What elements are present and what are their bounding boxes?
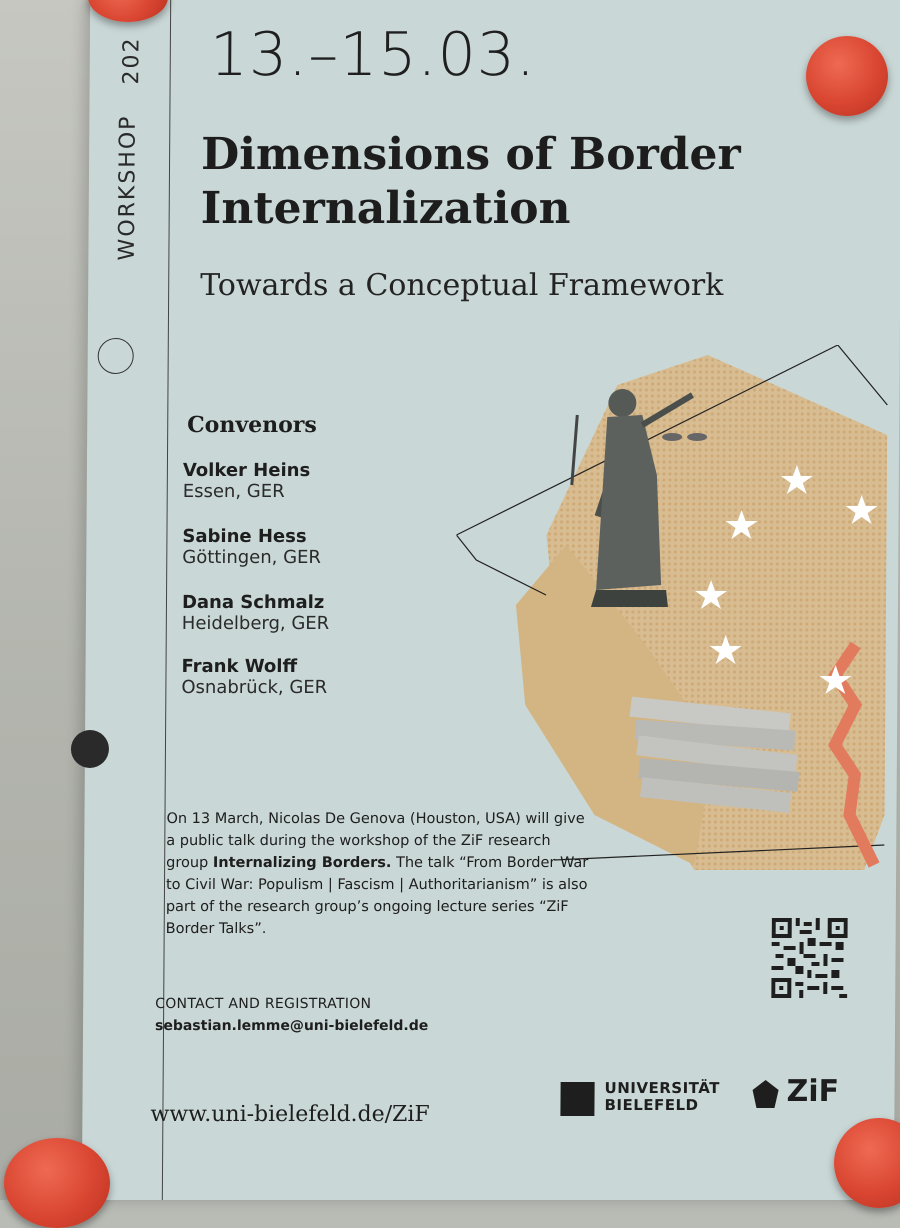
university-logo-line2: BIELEFELD bbox=[604, 1096, 699, 1114]
contact-heading: CONTACT AND REGISTRATION bbox=[155, 996, 372, 1012]
convenor-name: Dana Schmalz bbox=[181, 592, 325, 613]
magnet-top-right bbox=[806, 36, 888, 116]
convenor-name: Volker Heins bbox=[182, 460, 311, 481]
punch-hole-open bbox=[98, 338, 134, 374]
poster-subtitle: Towards a Conceptual Framework bbox=[200, 268, 724, 303]
side-workshop-label: WORKSHOP bbox=[114, 114, 141, 261]
side-strip bbox=[88, 0, 160, 320]
convenors-heading: Convenors bbox=[187, 412, 317, 438]
convenor bbox=[182, 526, 462, 568]
convenor bbox=[181, 656, 461, 698]
talk-description-part1: On 13 March, Nicolas De Genova (Houston, USA) will give a public talk during the workshop of the ZiF research group bbox=[166, 811, 585, 871]
convenor-place: Osnabrück, GER bbox=[181, 677, 328, 698]
convenor-name: Frank Wolff bbox=[181, 656, 298, 677]
convenor-place: Göttingen, GER bbox=[182, 547, 322, 568]
punch-hole-filled bbox=[71, 730, 109, 768]
university-logo-square-icon bbox=[560, 1082, 594, 1116]
zif-logo-text: ZiF bbox=[786, 1074, 840, 1109]
poster-title: Dimensions of Border Internalization bbox=[200, 129, 741, 234]
convenor bbox=[182, 592, 462, 634]
side-year: 202 bbox=[119, 36, 145, 85]
university-logo-text bbox=[604, 1080, 720, 1114]
event-date: 13.–15.03. bbox=[209, 20, 537, 90]
zif-pentagon-icon bbox=[750, 1078, 780, 1112]
poster bbox=[82, 0, 900, 1200]
magnet-bottom-left bbox=[4, 1138, 110, 1228]
convenor-name: Sabine Hess bbox=[182, 526, 307, 547]
university-bielefeld-logo bbox=[560, 1078, 721, 1122]
convenor-place: Essen, GER bbox=[182, 481, 285, 502]
zif-logo bbox=[750, 1074, 860, 1118]
talk-description-part2: The talk “From Border War to Civil War: Populism | Fascism | Authoritarianism” is also part of the research group’s ongoing lecture series “ZiF Border Talks”. bbox=[165, 855, 589, 937]
qr-code-icon bbox=[771, 918, 848, 998]
contact-email: sebastian.lemme@uni-bielefeld.de bbox=[154, 1018, 429, 1034]
convenor bbox=[183, 460, 463, 502]
university-logo-line1: UNIVERSITÄT bbox=[604, 1079, 721, 1097]
research-group-name: Internalizing Borders. bbox=[212, 855, 392, 871]
convenor-place: Heidelberg, GER bbox=[181, 613, 330, 634]
talk-description bbox=[166, 808, 597, 940]
newspaper-stack-image bbox=[629, 697, 800, 813]
website-url: www.uni-bielefeld.de/ZiF bbox=[150, 1102, 430, 1127]
collage-illustration bbox=[454, 345, 898, 870]
